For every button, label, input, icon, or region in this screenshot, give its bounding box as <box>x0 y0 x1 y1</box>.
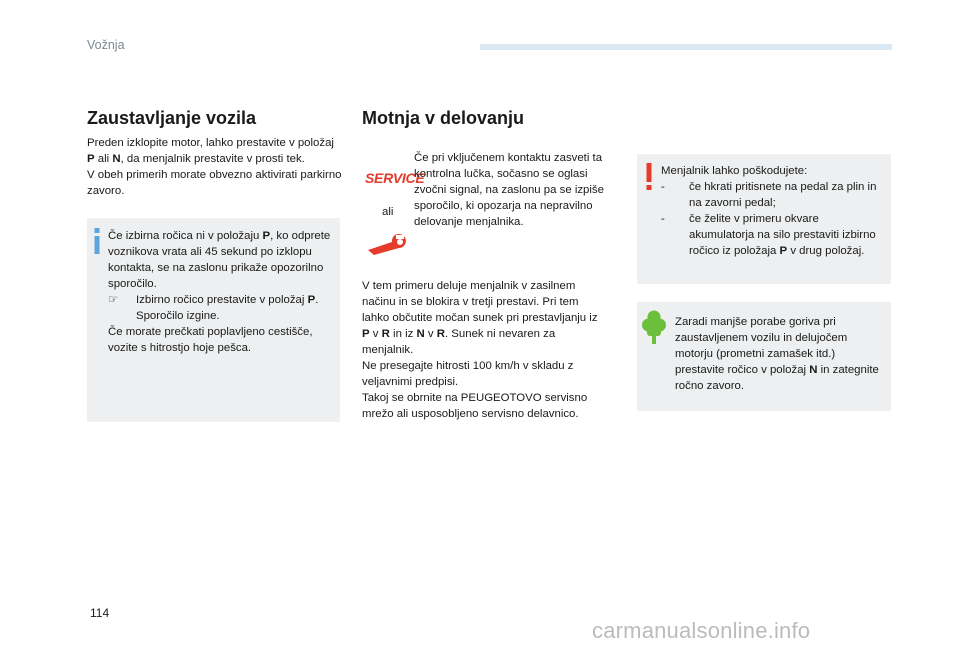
left-title: Zaustavljanje vozila <box>87 108 257 128</box>
exclamation-icon <box>645 163 653 191</box>
eco-box <box>637 302 891 411</box>
warning-item-marker: - <box>661 181 665 193</box>
info-box-text <box>108 228 334 356</box>
warning-item-text: če želite v primeru okvare akumulatorja na silo prestaviti izbirno ročico iz položaja P v drug položaj. <box>689 213 876 257</box>
warning-light-description: Če pri vključenem kontaktu zasveti ta kontrolna lučka, sočasno se oglasi zvočni signal, na zaslonu pa se izpiše sporočilo, ki opozarja na nepravilno delovanje menjalnika. <box>414 152 604 228</box>
service-warning-light: SERVICE <box>365 170 425 186</box>
warning-item-text: če hkrati pritisnete na pedal za plin in na zavorni pedal; <box>689 181 877 209</box>
tree-icon <box>642 310 666 344</box>
left-paragraph: Preden izklopite motor, lahko prestavite v položaj P ali N, da menjalnik prestavite v prosti tek. <box>87 137 334 165</box>
warning-item <box>661 179 886 211</box>
ali-label: ali <box>382 206 394 218</box>
warning-item <box>661 211 886 259</box>
watermark: carmanualsonline.info <box>592 618 811 643</box>
info-box-bullet <box>108 292 334 324</box>
warning-item-marker: - <box>661 213 665 225</box>
info-box-bullet-text: Izbirno ročico prestavite v položaj P. Sporočilo izgine. <box>136 294 319 322</box>
warning-intro: Menjalnik lahko poškodujete: <box>661 165 808 177</box>
middle-title: Motnja v delovanju <box>362 108 525 128</box>
left-paragraph-2: V obeh primerih morate obvezno aktivirati parkirno zavoro. <box>87 169 342 197</box>
info-box-line-1: Če izbirna ročica ni v položaju P, ko odprete voznikova vrata ali 45 sekund po izklopu kontakta, se na zaslonu prikaže opozorilno sporočilo. <box>108 230 331 290</box>
section-label: Vožnja <box>87 38 125 52</box>
eco-box-text: Zaradi manjše porabe goriva pri zaustavljenem vozilu in delujočem motorju (prometni zamašek itd.) prestavite ročico v položaj N in zategnite ročno zavoro. <box>675 316 879 392</box>
warning-box <box>637 154 891 284</box>
middle-paragraph-3: Takoj se obrnite na PEUGEOTOVO servisno mrežo ali usposobljeno servisno delavnico. <box>362 392 588 420</box>
left-text <box>87 135 342 199</box>
middle-paragraph-2: Ne presegajte hitrosti 100 km/h v skladu z veljavnimi predpisi. <box>362 360 574 388</box>
middle-text <box>362 278 606 422</box>
info-icon <box>93 228 101 254</box>
warning-box-text <box>661 163 886 259</box>
info-box-line-2: Če morate prečkati poplavljeno cestišče, vozite s hitrostjo hoje pešca. <box>108 326 313 354</box>
middle-paragraph: V tem primeru deluje menjalnik v zasilnem načinu in se blokira v tretji prestavi. Pri tem lahko občutite močan sunek pri prestavljanju iz P v R in iz N v R. Sunek ni nevaren za menjalnik. <box>362 280 598 356</box>
header-accent-bar <box>480 44 892 50</box>
bullet-marker: ☞ <box>108 294 119 306</box>
wrench-icon <box>366 233 410 255</box>
info-box <box>87 218 340 422</box>
page-number: 114 <box>90 606 110 620</box>
